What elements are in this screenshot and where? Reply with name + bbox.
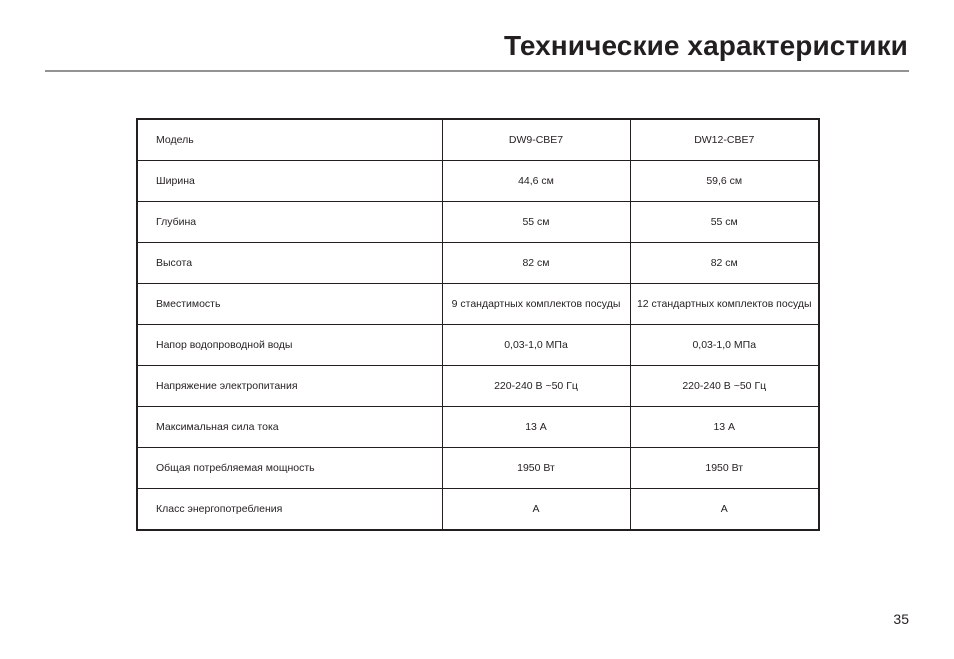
row-label: Максимальная сила тока [137,407,442,448]
table-row-model [137,119,819,161]
row-label: Напряжение электропитания [137,366,442,407]
table-row-water-pressure [137,325,819,366]
table-row-max-current [137,407,819,448]
dw9-value: 0,03-1,0 МПа [442,325,630,366]
dw9-value: 55 см [442,202,630,243]
table-row-energy-class [137,489,819,531]
dw12-value: 13 А [630,407,819,448]
dw9-value: 220-240 В ~50 Гц [442,366,630,407]
row-label: Глубина [137,202,442,243]
table-row-power [137,448,819,489]
table-row-capacity [137,284,819,325]
table-row-voltage [137,366,819,407]
dw9-value: 44,6 см [442,161,630,202]
dw12-value: DW12-CBE7 [630,119,819,161]
row-label: Общая потребляемая мощность [137,448,442,489]
row-label: Модель [137,119,442,161]
dw9-value: 1950 Вт [442,448,630,489]
dw9-value: DW9-CBE7 [442,119,630,161]
dw12-value: 55 см [630,202,819,243]
table-row-height [137,243,819,284]
dw9-value: A [442,489,630,531]
dw12-value: 59,6 см [630,161,819,202]
row-label: Высота [137,243,442,284]
row-label: Вместимость [137,284,442,325]
page-number: 35 [893,611,909,627]
specifications-table [136,118,820,531]
dw12-value: 82 см [630,243,819,284]
dw12-value: 0,03-1,0 МПа [630,325,819,366]
title-divider [45,70,909,72]
dw12-value: A [630,489,819,531]
dw12-value: 1950 Вт [630,448,819,489]
table-row-width [137,161,819,202]
row-label: Ширина [137,161,442,202]
row-label: Напор водопроводной воды [137,325,442,366]
row-label: Класс энергопотребления [137,489,442,531]
page-title: Технические характеристики [504,30,908,61]
dw9-value: 9 стандартных комплектов посуды [442,284,630,325]
table-row-depth [137,202,819,243]
dw12-value: 220-240 В ~50 Гц [630,366,819,407]
dw12-value: 12 стандартных комплектов посуды [630,284,819,325]
dw9-value: 82 см [442,243,630,284]
dw9-value: 13 А [442,407,630,448]
